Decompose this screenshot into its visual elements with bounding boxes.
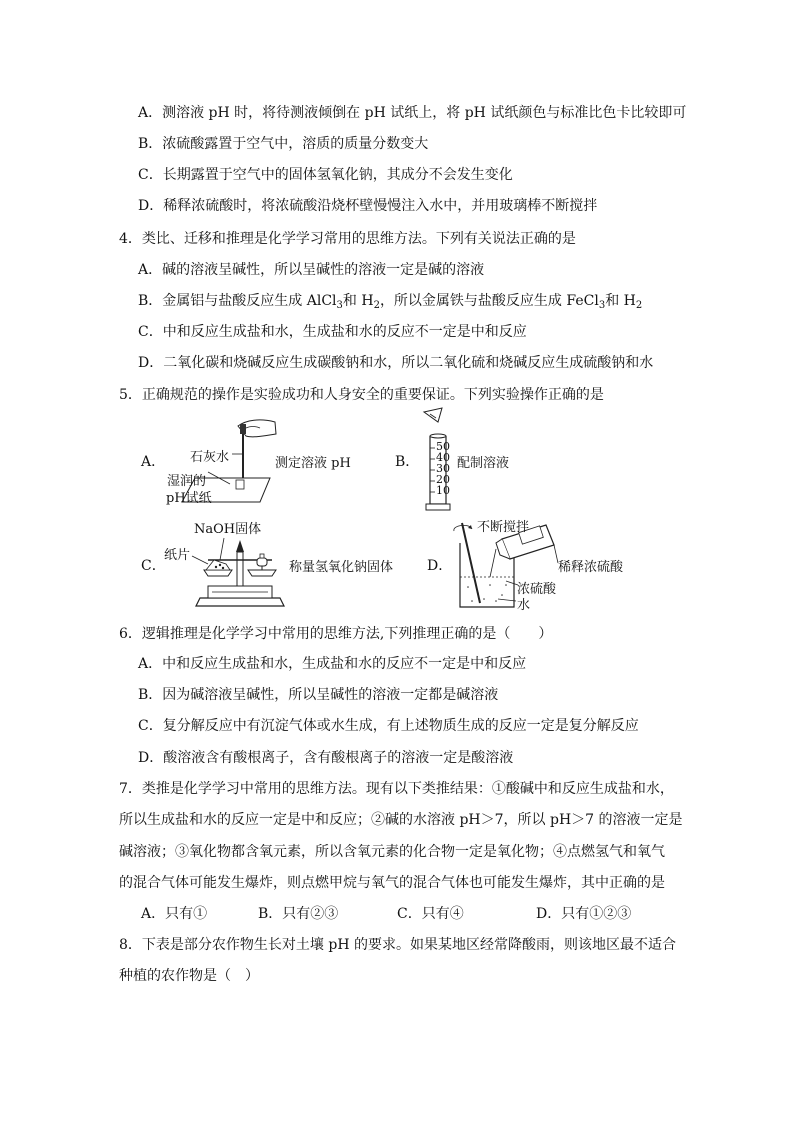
q6-option-a: A．中和反应生成盐和水，生成盐和水的反应不一定是中和反应: [138, 656, 527, 672]
q6-option-b: B．因为碱溶液呈碱性，所以呈碱性的溶液一定都是碱溶液: [138, 687, 499, 703]
q5-letter-a: A．: [141, 454, 166, 470]
q7-option-d: D．只有①②③: [536, 906, 632, 922]
q5-letter-c: C．: [141, 558, 166, 574]
tick-40: 40: [436, 451, 450, 464]
q7-option-c: C．只有④: [397, 906, 464, 922]
q3-option-c: C．长期露置于空气中的固体氢氧化钠，其成分不会发生变化: [138, 167, 513, 183]
label-conc-acid: 浓硫酸: [517, 582, 557, 597]
q7-line-3: 碱溶液；③氧化物都含氧元素，所以含氧元素的化合物一定是氧化物；④点燃氢气和氧气: [119, 844, 665, 860]
q3-option-a: A．测溶液 pH 时，将待测液倾倒在 pH 试纸上，将 pH 试纸颜色与标准比色卡比较即可: [138, 105, 687, 121]
label-ph-paper: pH试纸: [166, 491, 212, 506]
label-water: 水: [517, 598, 531, 613]
label-stir: 不断搅拌: [477, 520, 530, 535]
q6-stem: 6．逻辑推理是化学学习中常用的思维方法,下列推理正确的是（ ）: [119, 626, 553, 642]
q8-line-1: 8．下表是部分农作物生长对土壤 pH 的要求。如果某地区经常降酸雨，则该地区最不适合: [119, 937, 676, 953]
label-paper: 纸片: [164, 548, 191, 563]
q7-line-2: 所以生成盐和水的反应一定是中和反应；②碱的水溶液 pH＞7，所以 pH＞7 的溶液一定是: [119, 812, 683, 828]
q6-option-c: C．复分解反应中有沉淀气体或水生成，有上述物质生成的反应一定是复分解反应: [138, 718, 639, 734]
caption-c: 称量氢氧化钠固体: [289, 560, 394, 575]
tick-20: 20: [436, 473, 450, 486]
q6-option-d: D．酸溶液含有酸根离子，含有酸根离子的溶液一定是酸溶液: [138, 750, 514, 766]
q5-letter-d: D．: [427, 558, 453, 574]
q7-option-a: A．只有①: [141, 906, 208, 922]
tick-50: 50: [436, 440, 450, 453]
caption-d: 稀释浓硫酸: [558, 560, 624, 575]
q4-option-a: A．碱的溶液呈碱性，所以呈碱性的溶液一定是碱的溶液: [138, 262, 485, 278]
q7-line-4: 的混合气体可能发生爆炸，则点燃甲烷与氧气的混合气体也可能发生爆炸，其中正确的是: [119, 875, 665, 891]
q5-letter-b: B．: [395, 454, 420, 470]
q4-option-d: D．二氧化碳和烧碱反应生成碳酸钠和水，所以二氧化硫和烧碱反应生成硫酸钠和水: [138, 355, 654, 371]
label-limewater: 石灰水: [190, 450, 230, 465]
q4-option-c: C．中和反应生成盐和水，生成盐和水的反应不一定是中和反应: [138, 324, 527, 340]
q3-option-b: B．浓硫酸露置于空气中，溶质的质量分数变大: [138, 136, 429, 152]
q4-option-b: B．金属铝与盐酸反应生成 AlCl$_3$和 $H_2$，所以金属铁与盐酸反应生成 FeCl$_3$和 $H_2$: [138, 293, 643, 311]
label-wet: 湿润的: [167, 474, 207, 489]
caption-a: 测定溶液 pH: [275, 456, 351, 471]
tick-30: 30: [436, 462, 450, 475]
q7-line-1: 7．类推是化学学习中常用的思维方法。现有以下类推结果：①酸碱中和反应生成盐和水，: [119, 781, 674, 797]
balance-figure: [190, 530, 290, 610]
q7-option-b: B．只有②③: [258, 906, 339, 922]
q4-stem: 4．类比、迁移和推理是化学学习常用的思维方法。下列有关说法正确的是: [119, 231, 576, 247]
tick-10: 10: [436, 484, 450, 497]
q8-line-2: 种植的农作物是（ ）: [119, 968, 259, 984]
caption-b: 配制溶液: [457, 456, 510, 471]
q5-stem: 5．正确规范的操作是实验成功和人身安全的重要保证。下列实验操作正确的是: [119, 387, 604, 403]
q3-option-d: D．稀释浓硫酸时，将浓硫酸沿烧杯壁慢慢注入水中，并用玻璃棒不断搅拌: [138, 198, 598, 214]
label-naoh: NaOH固体: [194, 522, 262, 537]
